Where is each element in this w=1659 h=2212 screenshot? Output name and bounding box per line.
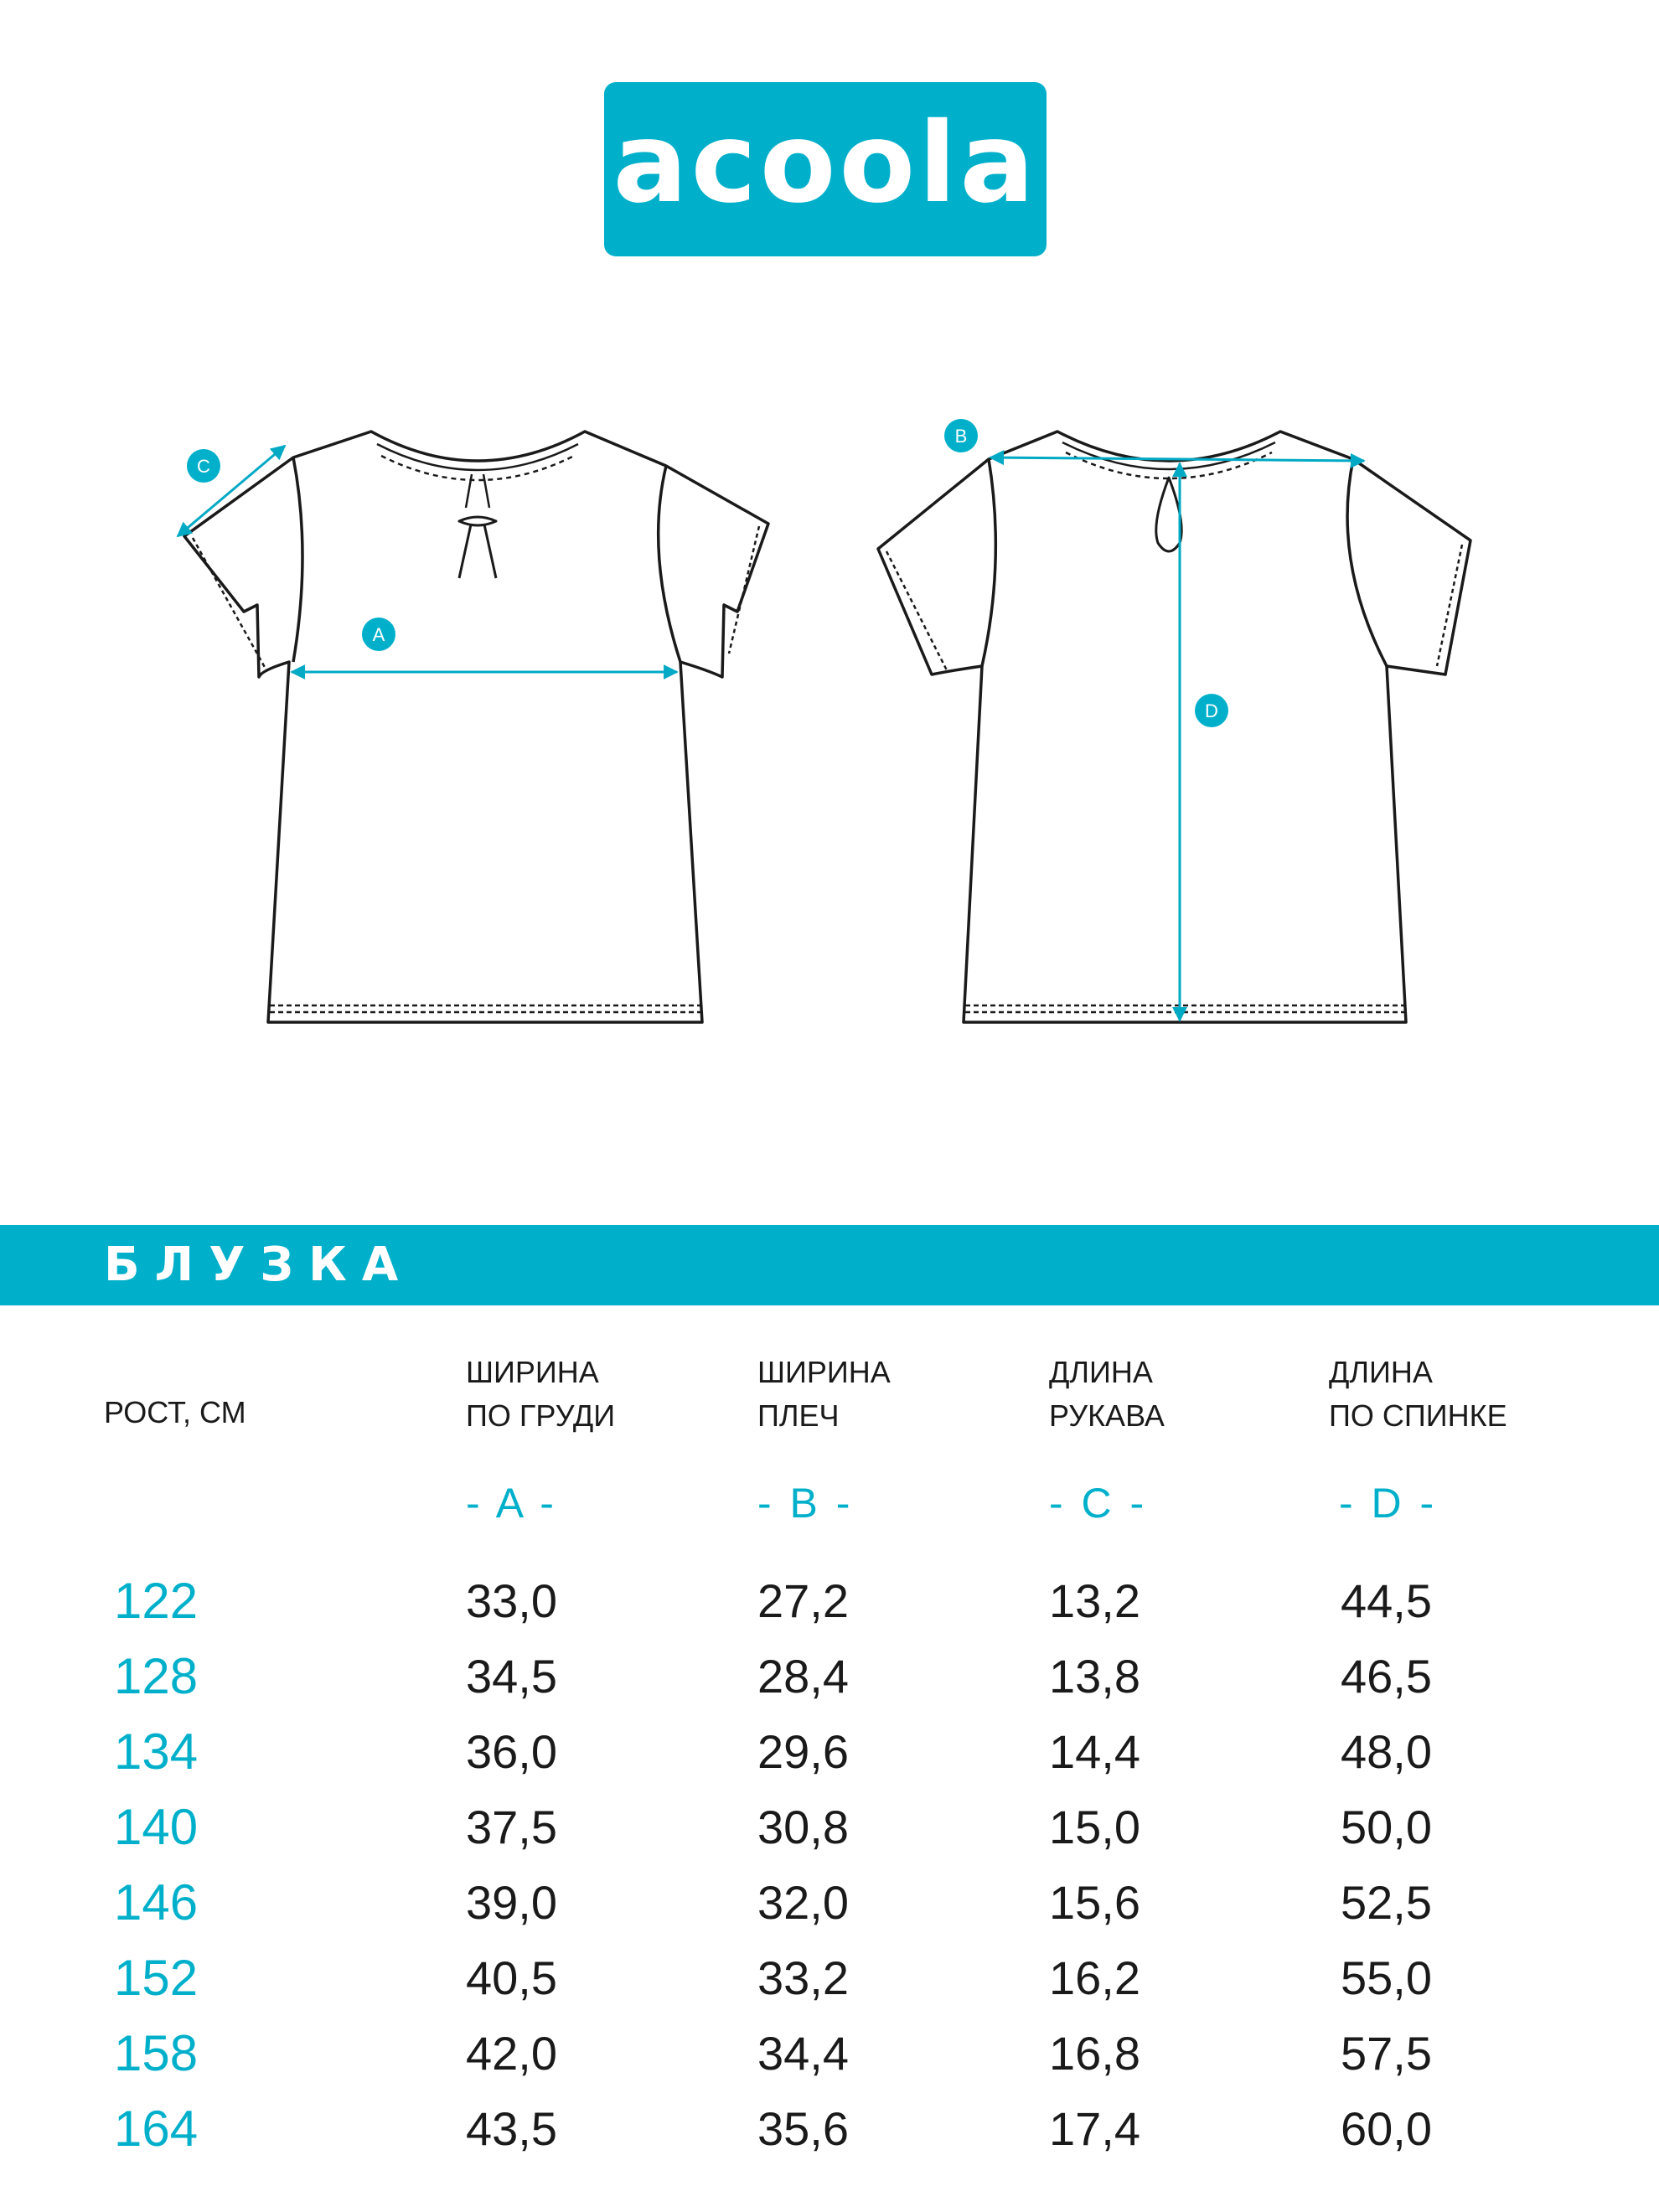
table-row xyxy=(0,2016,1659,2091)
table-row xyxy=(0,2091,1659,2167)
column-header-d xyxy=(1329,1351,1507,1438)
size-cell: 128 xyxy=(114,1648,199,1704)
measure-cell: 33,0 xyxy=(466,1574,557,1627)
measure-cell: 55,0 xyxy=(1341,1951,1432,2004)
column-header-line1: ШИРИНА xyxy=(466,1355,599,1389)
measure-cell: 36,0 xyxy=(466,1725,557,1778)
measure-cell: 33,2 xyxy=(757,1951,849,2004)
marker-d xyxy=(1195,694,1228,727)
size-cell: 134 xyxy=(114,1724,199,1780)
measure-cell: 16,8 xyxy=(1049,2027,1140,2080)
measure-cell: 34,4 xyxy=(757,2027,849,2080)
size-cell: 152 xyxy=(114,1950,199,2006)
section-title: БЛУЗКА xyxy=(104,1238,414,1292)
column-code-a: - A - xyxy=(466,1480,557,1527)
measure-cell: 48,0 xyxy=(1341,1725,1432,1778)
measure-cell: 43,5 xyxy=(466,2102,557,2155)
column-header-line2: РУКАВА xyxy=(1049,1398,1165,1433)
size-cell: 146 xyxy=(114,1874,199,1930)
size-cell: 164 xyxy=(114,2101,199,2157)
marker-a xyxy=(362,618,395,651)
table-row xyxy=(0,1714,1659,1790)
size-cell: 158 xyxy=(114,2025,199,2081)
column-header-line2: ПО СПИНКЕ xyxy=(1329,1398,1507,1433)
measure-cell: 46,5 xyxy=(1341,1650,1432,1703)
measure-cell: 13,8 xyxy=(1049,1650,1140,1703)
garment-diagram xyxy=(0,385,1659,1056)
measure-cell: 30,8 xyxy=(757,1801,849,1853)
marker-a-label: A xyxy=(372,624,385,645)
front-view xyxy=(184,432,768,1022)
marker-b xyxy=(944,419,978,452)
measure-cell: 50,0 xyxy=(1341,1801,1432,1853)
column-header-line1: ШИРИНА xyxy=(757,1355,891,1389)
table-row xyxy=(0,1563,1659,1639)
measure-cell: 15,6 xyxy=(1049,1876,1140,1929)
measure-cell: 27,2 xyxy=(757,1574,849,1627)
measure-cell: 57,5 xyxy=(1341,2027,1432,2080)
measure-cell: 34,5 xyxy=(466,1650,557,1703)
measure-cell: 29,6 xyxy=(757,1725,849,1778)
measure-cell: 40,5 xyxy=(466,1951,557,2004)
marker-c-label: C xyxy=(197,456,210,477)
measure-cell: 32,0 xyxy=(757,1876,849,1929)
column-header-line1: ДЛИНА xyxy=(1329,1355,1433,1389)
table-row xyxy=(0,1639,1659,1714)
measure-cell: 15,0 xyxy=(1049,1801,1140,1853)
column-header-c xyxy=(1049,1351,1165,1438)
table-row xyxy=(0,1790,1659,1865)
column-header-line2: ПО ГРУДИ xyxy=(466,1398,616,1433)
column-header-line1: ДЛИНА xyxy=(1049,1355,1153,1389)
column-header-line2: ПЛЕЧ xyxy=(757,1398,840,1433)
size-header xyxy=(104,1391,246,1434)
marker-d-label: D xyxy=(1205,700,1218,721)
measure-cell: 35,6 xyxy=(757,2102,849,2155)
table-row xyxy=(0,1941,1659,2016)
column-code-d: - D - xyxy=(1339,1480,1438,1527)
marker-b-label: B xyxy=(954,426,968,447)
size-cell: 140 xyxy=(114,1799,199,1855)
brand-logo xyxy=(604,82,1047,256)
column-code-b: - B - xyxy=(757,1480,854,1527)
measure-cell: 42,0 xyxy=(466,2027,557,2080)
size-cell: 122 xyxy=(114,1573,199,1629)
marker-c xyxy=(187,449,220,483)
measure-cell: 28,4 xyxy=(757,1650,849,1703)
brand-logo-text: acoola xyxy=(612,99,1038,228)
table-row xyxy=(0,1865,1659,1941)
column-header-a xyxy=(466,1351,615,1438)
back-view xyxy=(878,432,1470,1022)
measure-cell: 16,2 xyxy=(1049,1951,1140,2004)
measure-cell: 37,5 xyxy=(466,1801,557,1853)
measure-cell: 52,5 xyxy=(1341,1876,1432,1929)
measure-cell: 13,2 xyxy=(1049,1574,1140,1627)
size-header-label: РОСТ, СМ xyxy=(104,1395,246,1429)
measure-cell: 17,4 xyxy=(1049,2102,1140,2155)
column-header-b xyxy=(757,1351,891,1438)
section-banner xyxy=(0,1225,1659,1305)
measure-cell: 60,0 xyxy=(1341,2102,1432,2155)
measure-cell: 14,4 xyxy=(1049,1725,1140,1778)
measure-cell: 44,5 xyxy=(1341,1574,1432,1627)
measure-cell: 39,0 xyxy=(466,1876,557,1929)
column-code-c: - C - xyxy=(1049,1480,1148,1527)
